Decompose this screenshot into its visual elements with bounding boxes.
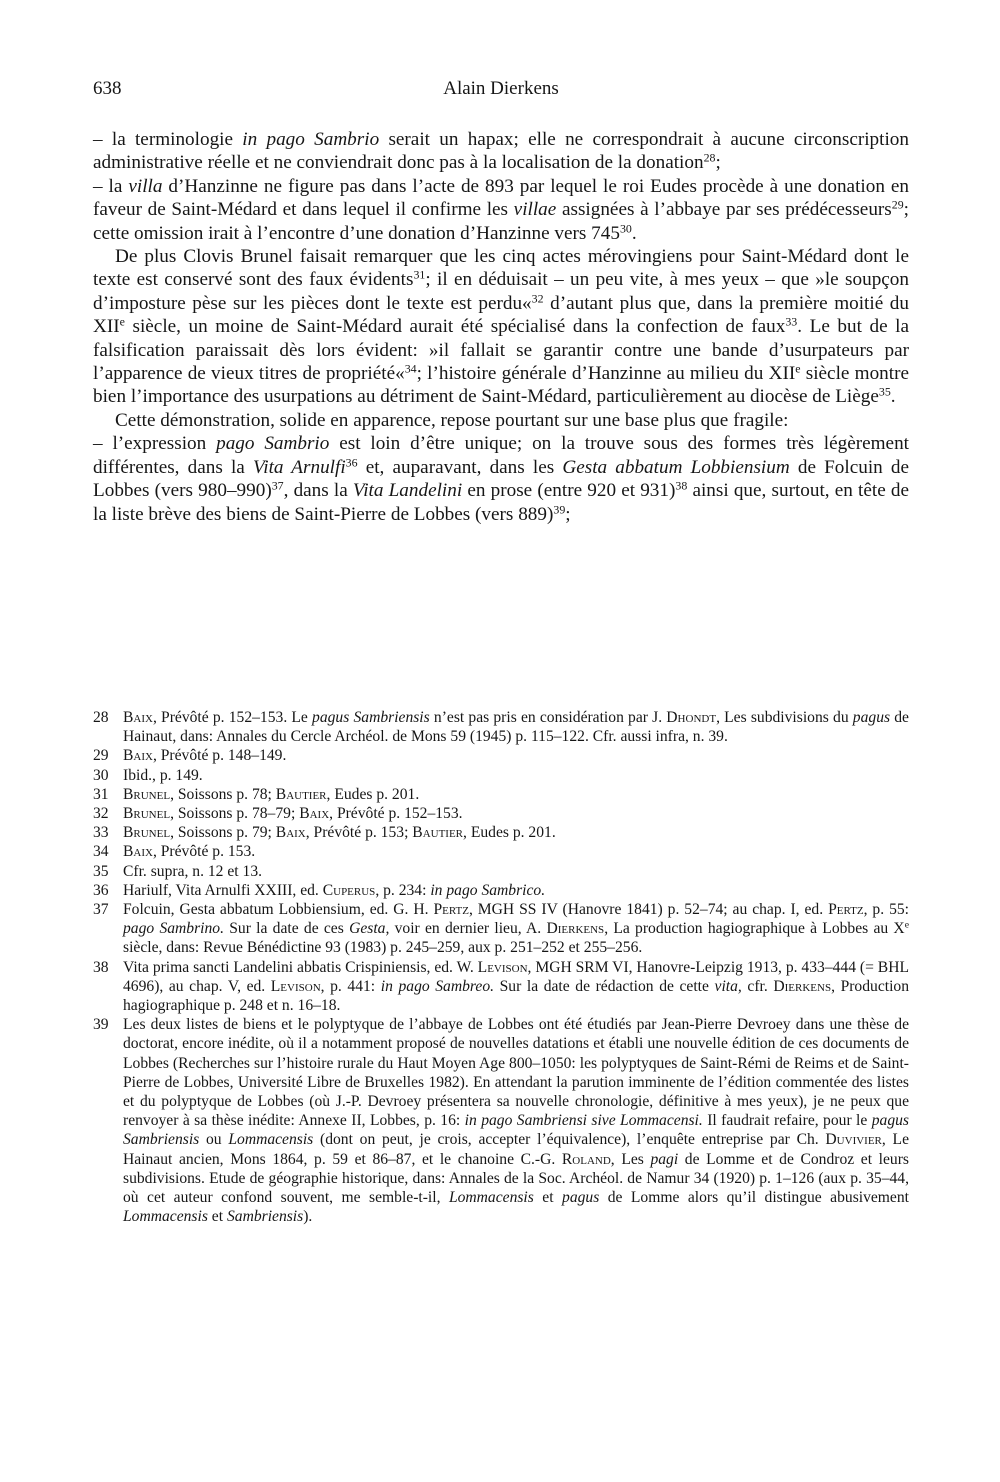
footnote: 37 Folcuin, Gesta abbatum Lobbiensium, ed. G. H. Pertz, MGH SS IV (Hanovre 1841) p. 52–74; au chap. I, ed. Pertz, p. 55: pago Sambrino. Sur la date de ces Gesta, voir en dernier lieu, A. Dierkens, La production hagiographique à Lobbes au Xe siècle, dans: Revue Bénédictine 93 (1983) p. 245–259, aux p. 251–252 et 255–256. [93, 901, 909, 957]
footnote-ref[interactable]: 34 [404, 361, 417, 376]
footnote-number: 31 [93, 785, 109, 803]
paragraph: Cette démonstration, solide en apparence, repose pourtant sur une base plus que fragile: [115, 409, 789, 431]
footnote-number: 38 [93, 958, 109, 976]
footnote-number: 37 [93, 901, 109, 919]
page-number: 638 [93, 78, 122, 99]
footnote: 29 Baix, Prévôté p. 148–149. [93, 747, 287, 765]
footnote: 39 Les deux listes de biens et le polyptyque de l’abbaye de Lobbes ont été étudiés par Jean-Pierre Devroey dans une thèse de doctorat, encore inédite, où il a notamment proposé de nouvelles datations et établi une nouvelle édition de ces documents de Lobbes (Recherches sur l’histoire rurale du Haut Moyen Age 800–1050: les polyptyques de Saint-Rémi de Reims et de Saint-Pierre de Lobbes, Université Libre de Bruxelles 1982). En attendant la parution imminente de l’édition commentée des listes et du polyptyque de Lobbes (où J.-P. Devroey présentera sa nouvelle chronologie, définitive à mes yeux), je ne peux que renvoyer à sa thèse inédite: Annexe II, Lobbes, p. 16: in pago Sambriensi sive Lommacensi. Il faudrait refaire, pour le pagus Sambriensis ou Lommacensis (dont on peut, je crois, accepter l’équivalence), l’enquête entreprise par Ch. Duvivier, Le Hainaut ancien, Mons 1864, p. 59 et 86–87, et le chanoine C.-G. Roland, Les pagi de Lomme et de Condroz et leurs subdivisions. Etude de géographie historique, dans: Annales de la Soc. Archéol. de Namur 34 (1920) p. 1–126 (aux p. 35–44, où cet auteur confond souvent, me semble-t-il, Lommacensis et pagus de Lomme alors qu’il distingue abusivement Lommacensis et Sambriensis). [93, 1016, 909, 1226]
footnote-ref[interactable]: 29 [891, 197, 904, 212]
footnote-number: 39 [93, 1016, 109, 1034]
footnote-number: 33 [93, 824, 109, 842]
footnote-ref[interactable]: 35 [878, 384, 891, 399]
footnote-number: 29 [93, 747, 109, 765]
paragraph: – la villa d’Hanzinne ne figure pas dans l’acte de 893 par lequel le roi Eudes procède à une donation en faveur de Saint-Médard et dans lequel il confirme les villae assignées à l’abbaye par ses prédécesseurs$^{29}$; cette omission irait à l’encontre d’une donation d’Hanzinne vers $745^{30}$. [93, 175, 910, 244]
footnote-ref[interactable]: 31 [413, 267, 426, 282]
footnote: 34 Baix, Prévôté p. 153. [93, 843, 256, 861]
footnote-number: 32 [93, 805, 109, 823]
footnote-ref[interactable]: 36 [345, 455, 358, 470]
footnote-ref[interactable]: 38 [675, 478, 688, 493]
footnote-ref[interactable]: 33 [785, 314, 798, 329]
footnote-ref[interactable]: 37 [271, 478, 284, 493]
footnote: 32 Brunel, Soissons p. 78–79; Baix, Prévôté p. 152–153. [93, 805, 463, 823]
footnote-number: 35 [93, 862, 109, 880]
footnotes [93, 708, 909, 1226]
paragraph: – la terminologie in pago Sambrio serait un hapax; elle ne correspondrait à aucune circonscription administrative réelle et ne conviendrait donc pas à la localisation de la donation$^{28}$; [93, 129, 909, 174]
footnote-number: 36 [93, 881, 109, 899]
main-text [93, 128, 909, 526]
footnote: 33 Brunel, Soissons p. 79; Baix, Prévôté p. 153; Bautier, Eudes p. 201. [93, 824, 556, 842]
footnote-ref[interactable]: 39 [553, 501, 566, 516]
footnote: 31 Brunel, Soissons p. 78; Bautier, Eudes p. 201. [93, 785, 420, 803]
footnote: 30 Ibid., p. 149. [93, 766, 203, 784]
footnote: 38 Vita prima sancti Landelini abbatis Crispiniensis, ed. W. Levison, MGH SRM VI, Hanovre-Leipzig 1913, p. 433–444 (= BHL 4696), au chap. V, ed. Levison, p. 441: in pago Sambreo. Sur la date de rédaction de cette vita, cfr. Dierkens, Production hagiographique p. 248 et n. 16–18. [93, 958, 910, 1015]
footnote-ref[interactable]: 32 [531, 291, 544, 306]
paragraph: – l’expression pago Sambrio est loin d’être unique; on la trouve sous des formes très légèrement différentes, dans la Vita Arnulfi$^{36}$ et, auparavant, dans les Gesta abbatum Lobbiensium de Folcuin de Lobbes (vers 980–990)$^{37}$, dans la Vita Landelini en prose (entre 920 et 931)$^{38}$ ainsi que, surtout, en tête de la liste brève des biens de Saint-Pierre de Lobbes (vers 889)$^{39}$; [93, 433, 910, 525]
paragraph: De plus Clovis Brunel faisait remarquer que les cinq actes mérovingiens pour Saint-Médard dont le texte est conservé sont des faux évidents$^{31}$; il en déduisait – un peu vite, à mes yeux – que »le soupçon d’imposture pèse sur les pièces dont le texte est perdu«$^{32}$ d’autant plus que, dans la première moitié du XIIe siècle, un moine de Saint-Médard aurait été spécialisé dans la confection de faux$^{33}$. Le but de la falsification paraissait dès lors évident: »il fallait se garantir contre une bande d’usurpateurs par l’apparence de vieux titres de propriété«$^{34}$; l’histoire générale d’Hanzinne au milieu du XIIe siècle montre bien l’importance des usurpations au détriment de Saint-Médard, particulièrement au diocèse de Liège$^{35}$. [93, 246, 910, 408]
footnote-number: 28 [93, 709, 109, 726]
footnote-ref[interactable]: 28 [703, 150, 716, 165]
footnote-number: 34 [93, 843, 109, 861]
running-head: Alain Dierkens [443, 78, 559, 99]
footnote-ref[interactable]: 30 [619, 221, 632, 236]
footnote: 28 Baix, Prévôté p. 152–153. Le pagus Sambriensis n’est pas pris en considération par J. Dhondt, Les subdivisions du pagus de Hainaut, dans: Annales du Cercle Archéol. de Mons 59 (1945) p. 115–122. Cfr. aussi infra, n. 39. [93, 709, 909, 746]
footnote-number: 30 [93, 766, 109, 784]
footnote: 36 Hariulf, Vita Arnulfi XXIII, ed. Cuperus, p. 234: in pago Sambrico. [93, 881, 546, 899]
footnote: 35 Cfr. supra, n. 12 et 13. [93, 862, 263, 880]
page-header [93, 78, 909, 104]
